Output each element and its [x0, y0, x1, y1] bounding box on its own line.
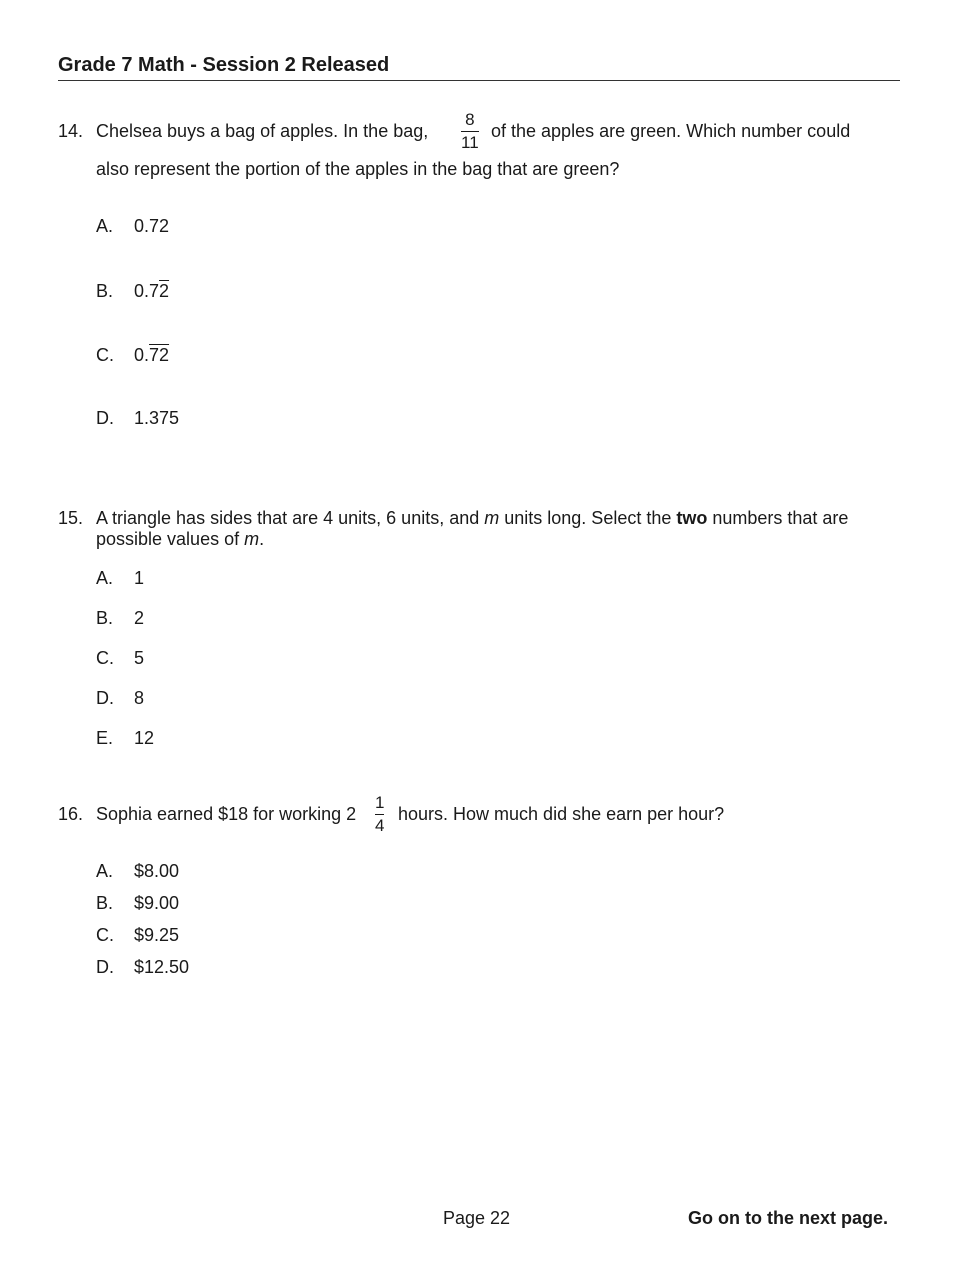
fraction-numerator: 1 [375, 793, 385, 812]
question-text: also represent the portion of the apples in the bag that are green? [96, 159, 620, 179]
choice-value: 8 [134, 688, 145, 708]
fraction-bar [461, 131, 479, 132]
question-text-part: units long. Select the [499, 508, 677, 528]
page-title: Grade 7 Math - Session 2 Released [58, 54, 390, 76]
choice-letter: B. [96, 608, 114, 628]
choice-letter: B. [96, 893, 114, 913]
choice-letter: D. [96, 957, 114, 977]
choice-value: 0.7 [134, 281, 160, 301]
fraction-numerator: 8 [465, 110, 475, 129]
choice-letter: A. [96, 568, 114, 588]
choice-value: 0. [134, 345, 150, 365]
fraction-bar [375, 814, 384, 815]
question-text: Chelsea buys a bag of apples. In the bag, [96, 121, 429, 141]
header-rule [58, 80, 900, 81]
choice-letter: B. [96, 281, 114, 301]
repeating-digits: 2 [159, 281, 170, 301]
choice-letter: C. [96, 648, 114, 668]
choice-letter: C. [96, 345, 114, 365]
choice-value: 12 [134, 728, 155, 748]
fraction-denominator: 11 [461, 133, 479, 152]
choice-value: 1.375 [134, 408, 180, 428]
question-text: of the apples are green. Which number could [491, 121, 851, 141]
choice-letter: A. [96, 861, 114, 881]
choice-letter: A. [96, 216, 114, 236]
question-text-part: possible values of [96, 529, 245, 549]
choice-letter: D. [96, 408, 114, 428]
question-text-part: numbers that are [707, 508, 849, 528]
emphasis-two: two [676, 508, 708, 528]
question-text: Sophia earned $18 for working 2 [96, 804, 357, 824]
fraction-denominator: 4 [375, 816, 385, 835]
fraction-8-11 [461, 110, 479, 152]
question-number: 15. [58, 508, 84, 528]
repeating-digits: 72 [149, 345, 170, 365]
choice-value: 1 [134, 568, 145, 588]
choice-value: $8.00 [134, 861, 180, 881]
choice-value: $12.50 [134, 957, 190, 977]
choice-value: $9.00 [134, 893, 180, 913]
choice-letter: E. [96, 728, 114, 748]
fraction-1-4 [375, 793, 384, 835]
question-number: 14. [58, 121, 84, 141]
choice-letter: D. [96, 688, 114, 708]
choice-value: 5 [134, 648, 145, 668]
next-page-notice: Go on to the next page. [688, 1208, 889, 1228]
page-number: Page 22 [443, 1208, 511, 1228]
choice-letter: C. [96, 925, 114, 945]
question-text [96, 529, 264, 550]
question-number: 16. [58, 804, 84, 824]
question-text-part: . [259, 529, 265, 549]
question-text [96, 508, 848, 529]
question-text-part: A triangle has sides that are 4 units, 6 units, and [96, 508, 485, 528]
choice-value: $9.25 [134, 925, 180, 945]
variable-m: m [484, 508, 500, 528]
variable-m: m [244, 529, 260, 549]
choice-value: 2 [134, 608, 145, 628]
choice-value: 0.72 [134, 216, 170, 236]
question-text: hours. How much did she earn per hour? [398, 804, 725, 824]
